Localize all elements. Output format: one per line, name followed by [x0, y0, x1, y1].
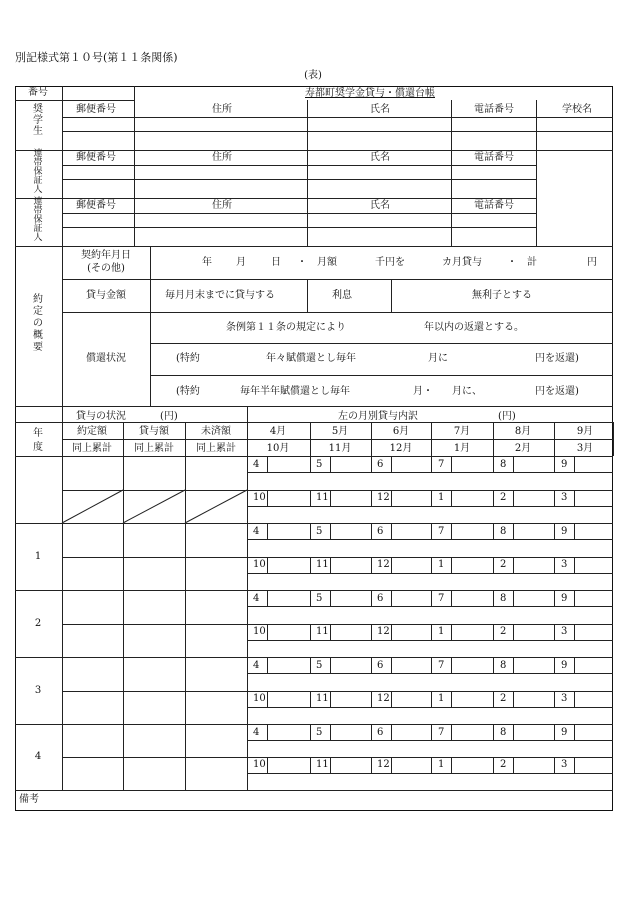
month-cell-num: 5 [316, 459, 323, 470]
month-head-top: 6月 [392, 426, 410, 437]
month-cell-num: 2 [500, 626, 507, 637]
date-dot1: ・ [297, 257, 307, 268]
date-year: 年 [202, 257, 212, 268]
col-head: 貸与額 [139, 426, 169, 437]
guarantor1-col-phone: 電話番号 [474, 152, 514, 163]
form-number: 別記様式第１０号(第１１条関係) [15, 51, 178, 64]
side-label: (表) [304, 70, 322, 81]
month-cell-num: 4 [253, 459, 260, 470]
col-sub: 同上累計 [196, 443, 236, 454]
month-cell-num: 3 [561, 693, 568, 704]
col-head: 約定額 [77, 426, 107, 437]
year-number: 2 [34, 618, 42, 629]
special1-b: 年々賦償還とし毎年 [266, 353, 356, 364]
month-cell-num: 11 [316, 559, 329, 570]
month-cell-num: 11 [316, 759, 329, 770]
month-cell-num: 12 [377, 759, 390, 770]
guarantor1-col-name: 氏名 [370, 152, 390, 163]
month-cell-num: 4 [253, 660, 260, 671]
month-cell-num: 7 [438, 459, 445, 470]
guarantor2-label: 連帯保証人 [33, 197, 43, 243]
month-cell-num: 2 [500, 693, 507, 704]
month-cell-num: 9 [561, 660, 568, 671]
month-cell-num: 7 [438, 727, 445, 738]
month-cell-num: 5 [316, 660, 323, 671]
month-head-bottom: 1月 [453, 443, 471, 454]
month-cell-num: 11 [316, 626, 329, 637]
month-cell-num: 1 [438, 492, 445, 503]
month-head-top: 9月 [576, 426, 594, 437]
student-col-address: 住所 [212, 104, 232, 115]
month-cell-num: 3 [561, 492, 568, 503]
month-cell-num: 10 [253, 693, 266, 704]
month-cell-num: 12 [377, 559, 390, 570]
month-cell-num: 4 [253, 526, 260, 537]
month-cell-num: 5 [316, 526, 323, 537]
breakdown-label: 左の月別貸与内訳 [338, 411, 418, 422]
month-cell-num: 3 [561, 626, 568, 637]
guarantor1-label: 連帯保証人 [33, 149, 43, 195]
special2-a: (特約 [176, 386, 200, 397]
student-col-school: 学校名 [562, 104, 592, 115]
month-cell-num: 11 [316, 693, 329, 704]
repay-label: 償還状況 [86, 353, 126, 364]
month-cell-num: 11 [316, 492, 329, 503]
month-cell-num: 9 [561, 526, 568, 537]
month-cell-num: 3 [561, 559, 568, 570]
student-col-postal: 郵便番号 [76, 104, 116, 115]
date-month: 月 [236, 257, 246, 268]
status-yen: (円) [160, 411, 178, 422]
month-head-top: 5月 [331, 426, 349, 437]
guarantor1-col-address: 住所 [212, 152, 232, 163]
month-cell-num: 8 [500, 593, 507, 604]
interest-label: 利息 [332, 290, 352, 301]
month-cell-num: 12 [377, 693, 390, 704]
col-head: 未済額 [201, 426, 231, 437]
month-cell-num: 1 [438, 759, 445, 770]
month-cell-num: 2 [500, 759, 507, 770]
col-sub: 同上累計 [72, 443, 112, 454]
month-cell-num: 6 [377, 593, 384, 604]
month-head-top: 4月 [269, 426, 287, 437]
guarantor1-col-postal: 郵便番号 [76, 152, 116, 163]
date-dot2: ・ [507, 257, 517, 268]
special2-c: 月・ [413, 386, 433, 397]
month-head-bottom: 12月 [389, 443, 413, 454]
month-cell-num: 6 [377, 526, 384, 537]
month-cell-num: 1 [438, 693, 445, 704]
month-cell-num: 6 [377, 660, 384, 671]
special2-b: 毎年半年賦償還とし毎年 [240, 386, 350, 397]
month-cell-num: 10 [253, 626, 266, 637]
contract-label: 約定の概要 [33, 294, 43, 353]
month-head-top: 8月 [514, 426, 532, 437]
month-cell-num: 12 [377, 492, 390, 503]
month-cell-num: 5 [316, 593, 323, 604]
month-cell-num: 4 [253, 593, 260, 604]
month-cell-num: 6 [377, 727, 384, 738]
loan-label: 貸与金額 [86, 290, 126, 301]
repay-rule-b: 年以内の返還とする。 [424, 322, 524, 333]
month-cell-num: 8 [500, 727, 507, 738]
date-months-loan: カ月貸与 [442, 257, 482, 268]
diagonal-line [62, 490, 123, 523]
month-cell-num: 10 [253, 759, 266, 770]
interest-value: 無利子とする [472, 290, 532, 301]
month-cell-num: 10 [253, 492, 266, 503]
year-number: 1 [34, 551, 42, 562]
guarantor2-col-phone: 電話番号 [474, 200, 514, 211]
month-head-top: 7月 [453, 426, 471, 437]
month-head-bottom: 10月 [266, 443, 290, 454]
year-number: 3 [34, 685, 42, 696]
special2-e: 円を返還) [535, 386, 579, 397]
guarantor2-col-postal: 郵便番号 [76, 200, 116, 211]
date-total: 計 [527, 257, 537, 268]
contract-date-sub: (その他) [87, 263, 125, 274]
month-cell-num: 3 [561, 759, 568, 770]
month-cell-num: 9 [561, 593, 568, 604]
year-number: 4 [34, 751, 42, 762]
month-cell-num: 10 [253, 559, 266, 570]
special1-c: 月に [428, 353, 448, 364]
month-head-bottom: 11月 [328, 443, 352, 454]
contract-date-label: 契約年月日 [81, 250, 131, 261]
diagonal-line [123, 490, 185, 523]
student-label: 奨学生 [33, 104, 43, 137]
month-cell-num: 7 [438, 593, 445, 604]
month-cell-num: 7 [438, 526, 445, 537]
guarantor2-col-name: 氏名 [370, 200, 390, 211]
date-day: 日 [271, 257, 281, 268]
special1-d: 円を返還) [535, 353, 579, 364]
student-col-name: 氏名 [370, 104, 390, 115]
month-cell-num: 4 [253, 727, 260, 738]
month-cell-num: 9 [561, 459, 568, 470]
date-monthly: 月額 [317, 257, 337, 268]
month-cell-num: 8 [500, 660, 507, 671]
special2-d: 月に、 [452, 386, 482, 397]
month-cell-num: 5 [316, 727, 323, 738]
month-head-bottom: 2月 [514, 443, 532, 454]
month-cell-num: 8 [500, 526, 507, 537]
page-title: 寿都町奨学金貸与・償還台帳 [305, 88, 435, 99]
breakdown-yen: (円) [498, 411, 516, 422]
month-cell-num: 2 [500, 559, 507, 570]
month-cell-num: 9 [561, 727, 568, 738]
date-thousand: 千円を [375, 257, 405, 268]
guarantor2-col-address: 住所 [212, 200, 232, 211]
loan-timing: 毎月月末までに貸与する [165, 290, 275, 301]
month-cell-num: 7 [438, 660, 445, 671]
month-cell-num: 6 [377, 459, 384, 470]
repay-rule-a: 条例第１１条の規定により [226, 322, 346, 333]
status-label: 貸与の状況 [76, 411, 126, 422]
month-cell-num: 12 [377, 626, 390, 637]
remarks-label: 備考 [19, 794, 39, 805]
number-label: 番号 [28, 87, 48, 98]
special1-a: (特約 [176, 353, 200, 364]
month-cell-num: 8 [500, 459, 507, 470]
month-head-bottom: 3月 [576, 443, 594, 454]
date-yen: 円 [587, 257, 597, 268]
month-cell-num: 1 [438, 626, 445, 637]
month-cell-num: 1 [438, 559, 445, 570]
year-label: 年度 [33, 428, 43, 453]
col-sub: 同上累計 [134, 443, 174, 454]
month-cell-num: 2 [500, 492, 507, 503]
student-col-phone: 電話番号 [474, 104, 514, 115]
diagonal-line [185, 490, 247, 523]
